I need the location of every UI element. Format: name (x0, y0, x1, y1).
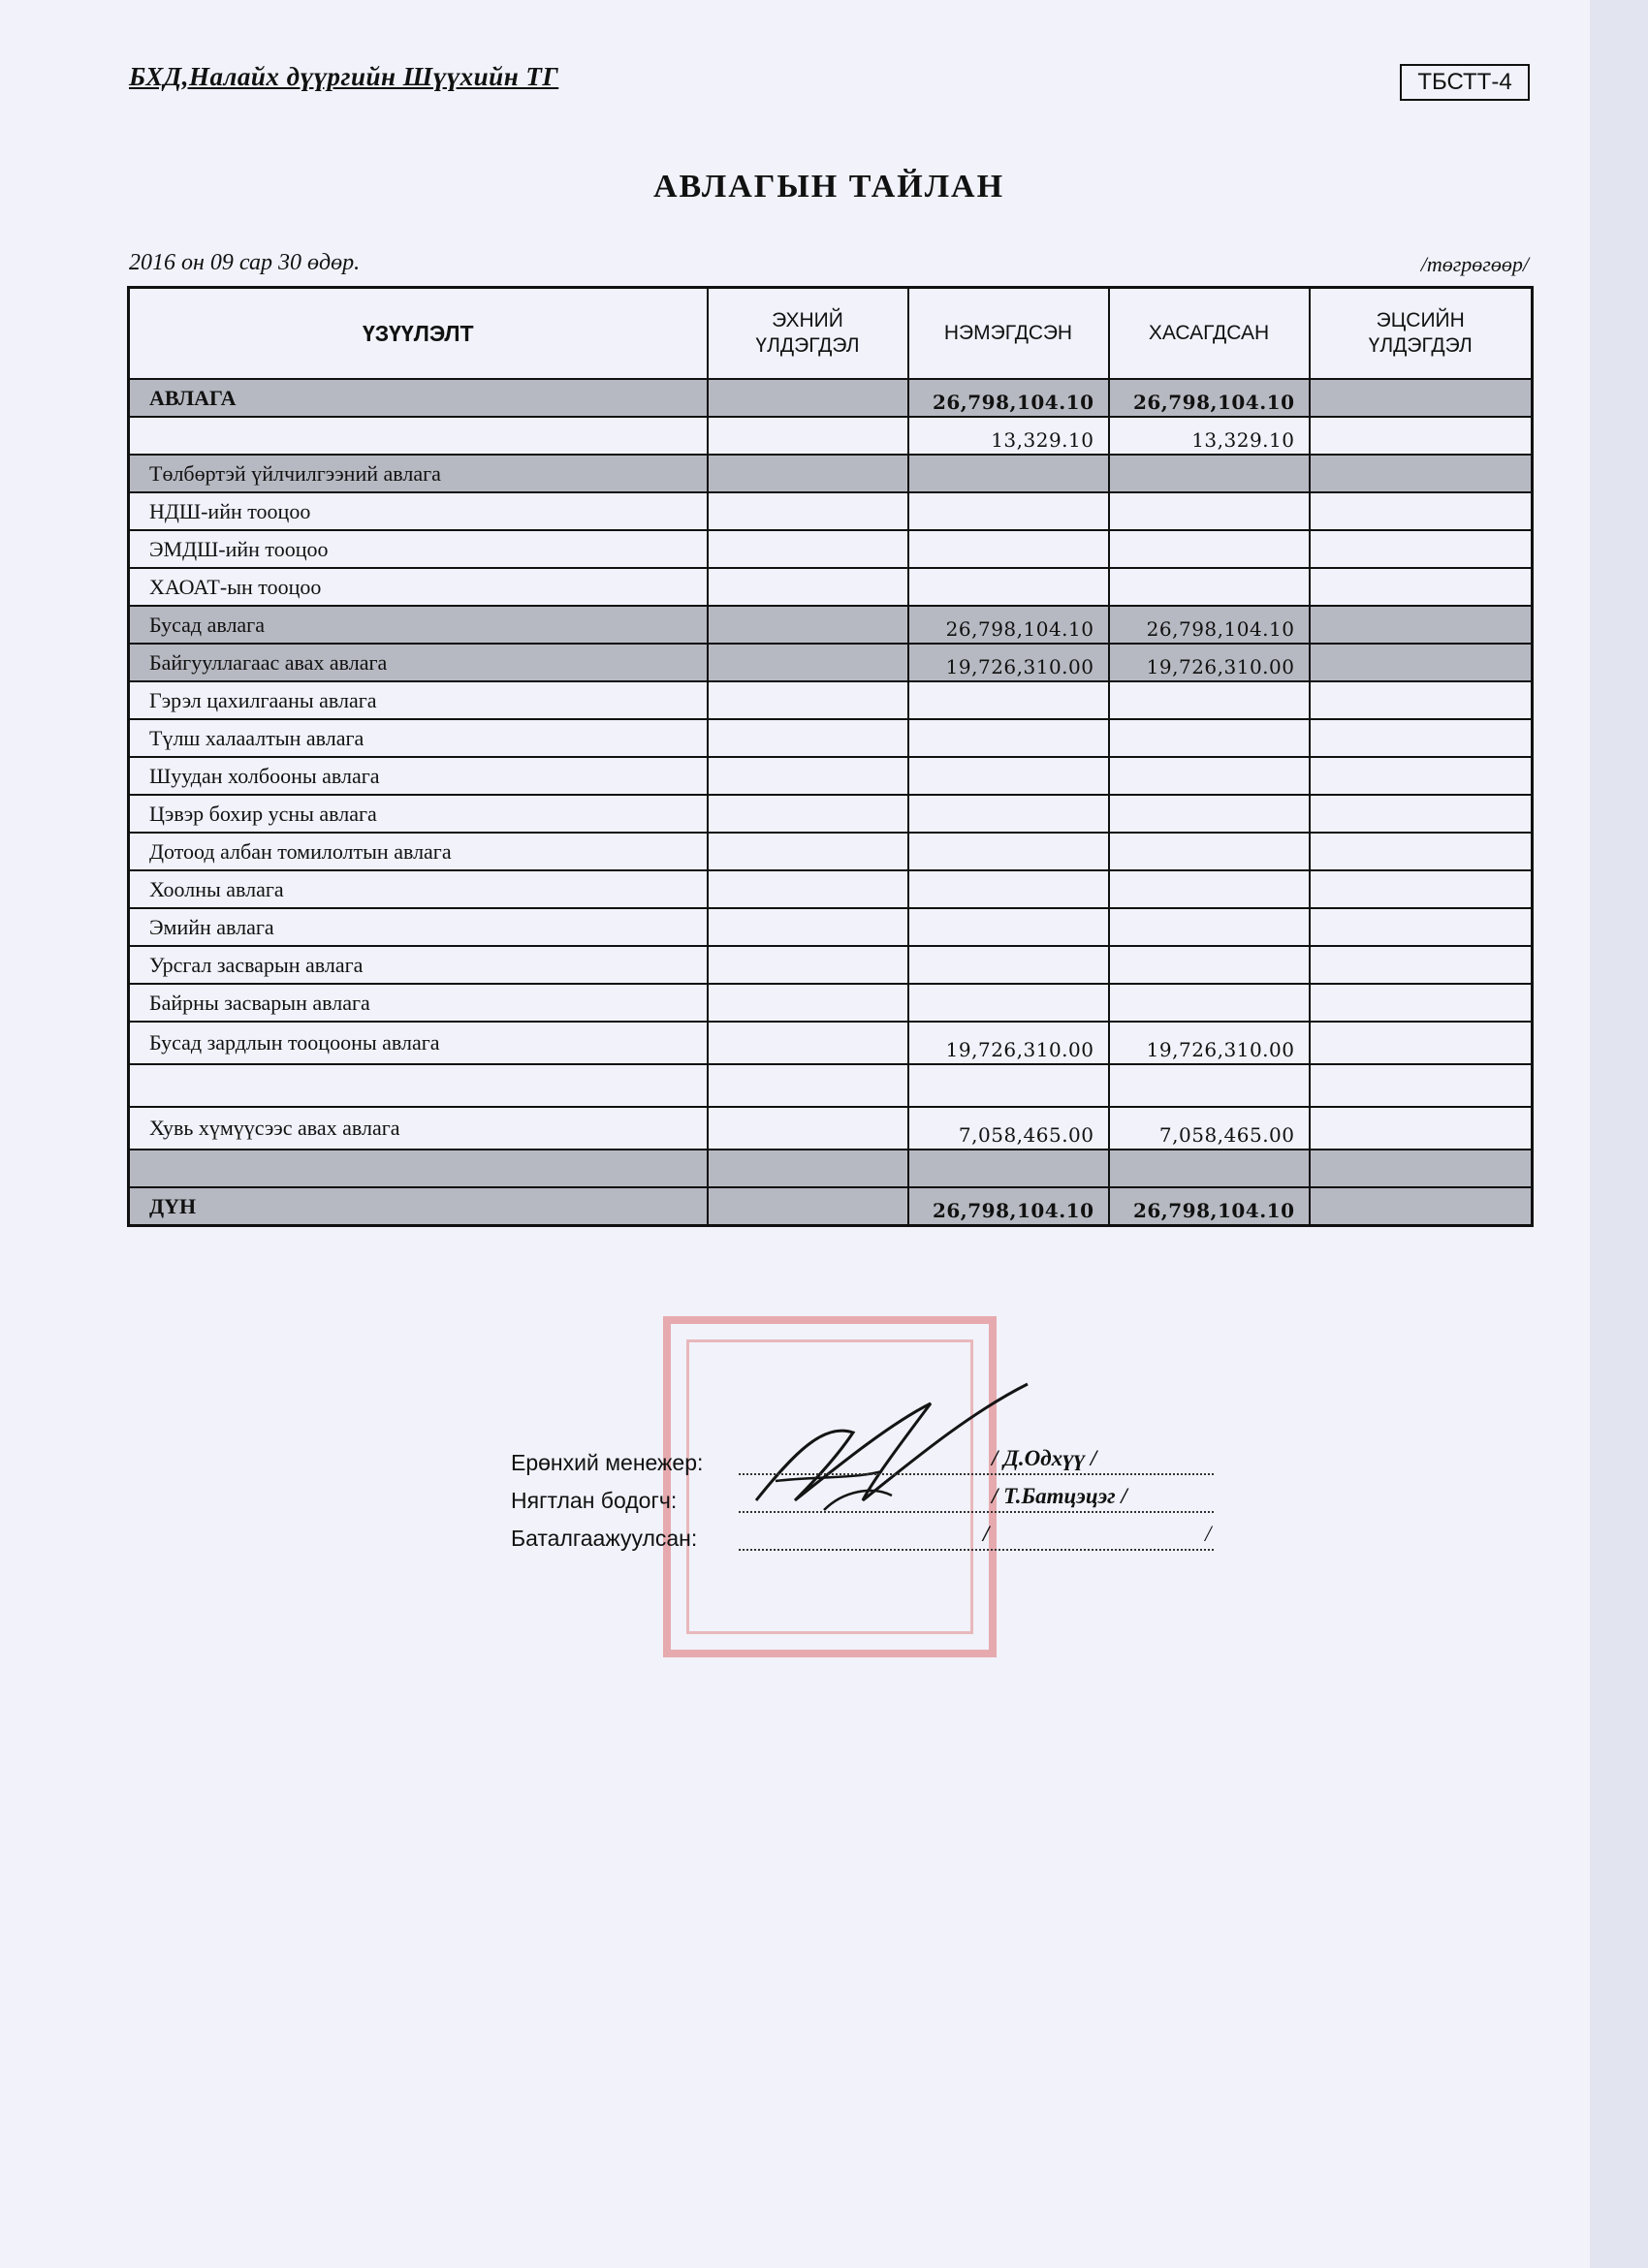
organization-name: БХД,Налайх дүүргийн Шүүхийн ТГ (129, 62, 559, 91)
row-label: НДШ-ийн тооцоо (129, 492, 708, 530)
cell-opening (708, 795, 908, 833)
table-row (129, 1150, 1533, 1187)
signature-line (739, 1549, 1214, 1551)
cell-deducted (1109, 870, 1310, 908)
cell-added (908, 870, 1109, 908)
cell-added (908, 984, 1109, 1022)
cell-deducted (1109, 568, 1310, 606)
cell-deducted (1109, 492, 1310, 530)
cell-added (908, 1150, 1109, 1187)
cell-deducted (1109, 1064, 1310, 1107)
table-row (129, 568, 1533, 606)
row-label: ЭМДШ-ийн тооцоо (129, 530, 708, 568)
cell-deducted (1109, 908, 1310, 946)
cell-closing (1310, 1187, 1533, 1226)
cell-deducted (1109, 681, 1310, 719)
cell-added (908, 719, 1109, 757)
table-row (129, 757, 1533, 795)
row-label: ДҮН (129, 1187, 708, 1226)
table-row (129, 455, 1533, 492)
cell-deducted: 26,798,104.10 (1109, 379, 1310, 417)
signature-name: / Т.Батцэцэг / (992, 1484, 1127, 1508)
row-label: Төлбөртэй үйлчилгээний авлага (129, 455, 708, 492)
cell-opening (708, 417, 908, 455)
cell-deducted (1109, 833, 1310, 870)
cell-added: 19,726,310.00 (908, 644, 1109, 681)
cell-deducted (1109, 455, 1310, 492)
cell-closing (1310, 379, 1533, 417)
cell-added: 13,329.10 (908, 417, 1109, 455)
cell-opening (708, 1187, 908, 1226)
cell-closing (1310, 606, 1533, 644)
signature-row-accountant (511, 1482, 1238, 1520)
table-row (129, 681, 1533, 719)
table-header-row (129, 288, 1533, 380)
row-label: Байгууллагаас авах авлага (129, 644, 708, 681)
cell-added (908, 530, 1109, 568)
row-label: ХАОАТ-ын тооцоо (129, 568, 708, 606)
cell-opening (708, 644, 908, 681)
col-header-opening: ЭХНИЙ ҮЛДЭГДЭЛ (708, 288, 908, 380)
cell-closing (1310, 908, 1533, 946)
cell-added (908, 1064, 1109, 1107)
cell-added (908, 757, 1109, 795)
cell-deducted (1109, 530, 1310, 568)
cell-deducted (1109, 795, 1310, 833)
table-row (129, 795, 1533, 833)
cell-closing (1310, 1022, 1533, 1064)
cell-added (908, 946, 1109, 984)
cell-added: 26,798,104.10 (908, 606, 1109, 644)
form-code-box: ТБСТТ-4 (1400, 64, 1530, 101)
cell-deducted (1109, 719, 1310, 757)
scan-edge (1590, 0, 1648, 2268)
cell-opening (708, 1107, 908, 1150)
cell-added (908, 908, 1109, 946)
col-header-indicator: ҮЗҮҮЛЭЛТ (129, 288, 708, 380)
report-date: 2016 он 09 сар 30 өдөр. (129, 250, 361, 275)
table-row (129, 908, 1533, 946)
cell-closing (1310, 455, 1533, 492)
cell-opening (708, 984, 908, 1022)
cell-opening (708, 606, 908, 644)
cell-added (908, 455, 1109, 492)
cell-added (908, 833, 1109, 870)
table-row (129, 1187, 1533, 1226)
row-label: Гэрэл цахилгааны авлага (129, 681, 708, 719)
col-header-closing: ЭЦСИЙН ҮЛДЭГДЭЛ (1310, 288, 1533, 380)
table-row (129, 984, 1533, 1022)
row-label: Цэвэр бохир усны авлага (129, 795, 708, 833)
cell-deducted: 13,329.10 (1109, 417, 1310, 455)
table-row (129, 606, 1533, 644)
cell-deducted (1109, 946, 1310, 984)
row-label: Бусад авлага (129, 606, 708, 644)
table-row (129, 530, 1533, 568)
cell-added: 26,798,104.10 (908, 1187, 1109, 1226)
cell-added (908, 681, 1109, 719)
row-label (129, 1150, 708, 1187)
row-label: Бусад зардлын тооцооны авлага (129, 1022, 708, 1064)
table-row (129, 946, 1533, 984)
cell-opening (708, 1022, 908, 1064)
cell-opening (708, 946, 908, 984)
row-label: Хувь хүмүүсээс авах авлага (129, 1107, 708, 1150)
cell-closing (1310, 946, 1533, 984)
cell-deducted: 7,058,465.00 (1109, 1107, 1310, 1150)
cell-added: 7,058,465.00 (908, 1107, 1109, 1150)
cell-opening (708, 908, 908, 946)
signature-line (739, 1473, 1214, 1475)
row-label: Урсгал засварын авлага (129, 946, 708, 984)
table-row (129, 1107, 1533, 1150)
cell-opening (708, 1064, 908, 1107)
cell-closing (1310, 417, 1533, 455)
cell-added (908, 568, 1109, 606)
cell-opening (708, 1150, 908, 1187)
table-row (129, 417, 1533, 455)
table-row (129, 379, 1533, 417)
cell-closing (1310, 757, 1533, 795)
cell-added (908, 492, 1109, 530)
table-row (129, 833, 1533, 870)
signature-role: Баталгаажуулсан: (511, 1526, 698, 1551)
cell-deducted: 26,798,104.10 (1109, 1187, 1310, 1226)
row-label (129, 417, 708, 455)
cell-opening (708, 492, 908, 530)
cell-closing (1310, 530, 1533, 568)
cell-deducted (1109, 984, 1310, 1022)
row-label: Түлш халаалтын авлага (129, 719, 708, 757)
cell-closing (1310, 1064, 1533, 1107)
cell-deducted (1109, 757, 1310, 795)
signature-end-mark: / (1205, 1522, 1212, 1546)
cell-deducted: 26,798,104.10 (1109, 606, 1310, 644)
cell-closing (1310, 1107, 1533, 1150)
table-row (129, 492, 1533, 530)
row-label: Байрны засварын авлага (129, 984, 708, 1022)
cell-opening (708, 455, 908, 492)
col-header-deducted: ХАСАГДСАН (1109, 288, 1310, 380)
signature-line (739, 1511, 1214, 1513)
cell-closing (1310, 795, 1533, 833)
cell-opening (708, 757, 908, 795)
table-row (129, 644, 1533, 681)
signature-row-verifier (511, 1520, 1238, 1558)
cell-closing (1310, 1150, 1533, 1187)
cell-closing (1310, 719, 1533, 757)
signature-name: / (983, 1522, 990, 1546)
cell-added: 26,798,104.10 (908, 379, 1109, 417)
cell-opening (708, 568, 908, 606)
cell-deducted: 19,726,310.00 (1109, 644, 1310, 681)
row-label: Хоолны авлага (129, 870, 708, 908)
signature-block (511, 1444, 1238, 1558)
cell-opening (708, 833, 908, 870)
table-row (129, 870, 1533, 908)
cell-closing (1310, 833, 1533, 870)
row-label: АВЛАГА (129, 379, 708, 417)
cell-deducted: 19,726,310.00 (1109, 1022, 1310, 1064)
row-label: Эмийн авлага (129, 908, 708, 946)
signature-row-manager (511, 1444, 1238, 1482)
row-label (129, 1064, 708, 1107)
cell-closing (1310, 870, 1533, 908)
cell-closing (1310, 492, 1533, 530)
cell-deducted (1109, 1150, 1310, 1187)
cell-added (908, 795, 1109, 833)
row-label: Дотоод албан томилолтын авлага (129, 833, 708, 870)
signature-name: / Д.Одхүү / (992, 1446, 1097, 1470)
cell-closing (1310, 644, 1533, 681)
receivables-table (127, 286, 1534, 1227)
table-row (129, 1064, 1533, 1107)
cell-opening (708, 870, 908, 908)
signature-role: Ерөнхий менежер: (511, 1450, 704, 1475)
cell-closing (1310, 681, 1533, 719)
cell-closing (1310, 984, 1533, 1022)
table-row (129, 1022, 1533, 1064)
cell-opening (708, 681, 908, 719)
cell-opening (708, 379, 908, 417)
signature-role: Нягтлан бодогч: (511, 1488, 678, 1513)
row-label: Шуудан холбооны авлага (129, 757, 708, 795)
cell-opening (708, 530, 908, 568)
cell-closing (1310, 568, 1533, 606)
table-body (129, 379, 1533, 1226)
table-row (129, 719, 1533, 757)
col-header-added: НЭМЭГДСЭН (908, 288, 1109, 380)
cell-added: 19,726,310.00 (908, 1022, 1109, 1064)
cell-opening (708, 719, 908, 757)
report-title: АВЛАГЫН ТАЙЛАН (652, 169, 1005, 205)
currency-unit: /төгрөгөөр/ (1420, 252, 1529, 276)
